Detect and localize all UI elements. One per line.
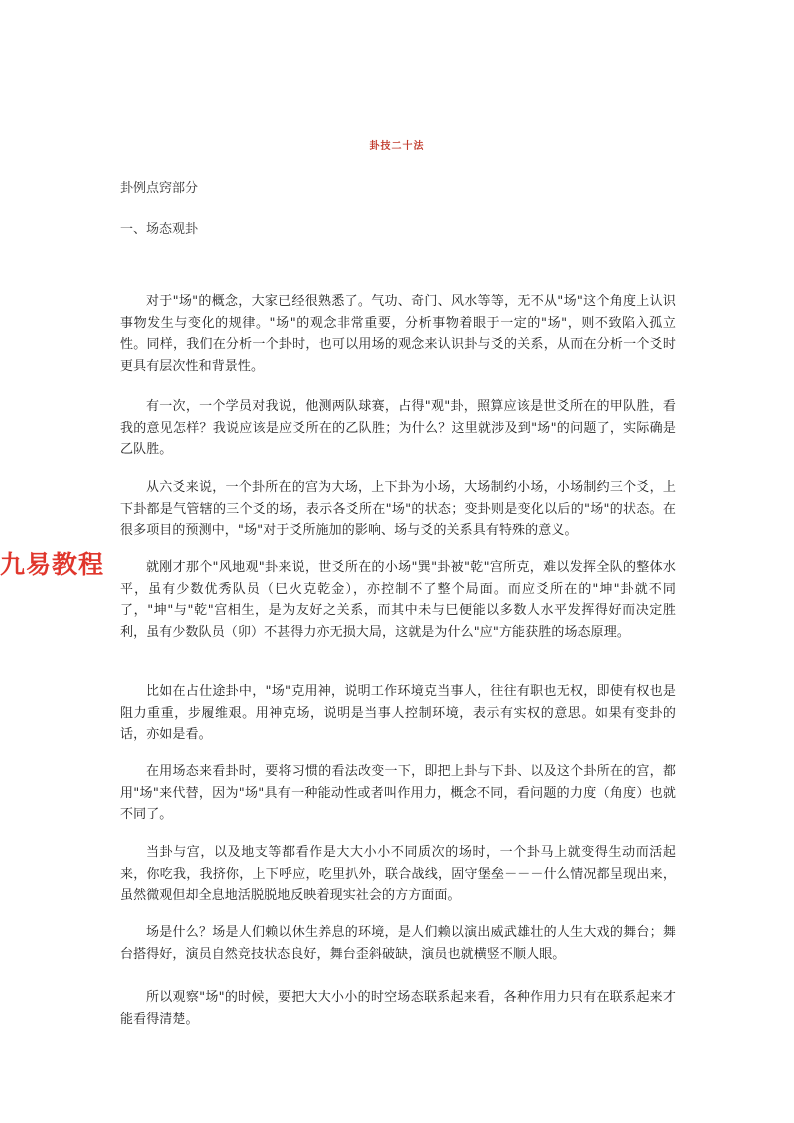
section-heading: 卦例点窍部分 [120,181,199,196]
paragraph-2: 有一次，一个学员对我说，他测两队球赛，占得"观"卦，照算应该是世爻所在的甲队胜，看我的意见怎样？我说应该是应爻所在的乙队胜；为什么？这里就涉及到"场"的问题了，实际确是乙队胜。 [120,399,676,458]
watermark-logo: 九易教程 [0,550,105,579]
paragraph-5: 比如在占仕途卦中，"场"克用神，说明工作环境克当事人，往往有职也无权，即使有权也是阻力重重，步履维艰。用神克场，说明是当事人控制环境，表示有实权的意思。如果有变卦的话，亦如是看。 [120,684,676,743]
paragraph-1: 对于"场"的概念，大家已经很熟悉了。气功、奇门、风水等等，无不从"场"这个角度上认识事物发生与变化的规律。"场"的观念非常重要，分析事物着眼于一定的"场"，则不致陷入孤立性。同样，我们在分析一个卦时，也可以用场的观念来认识卦与爻的关系，从而在分析一个爻时更具有层次性和背景性。 [120,294,676,375]
paragraph-7: 当卦与宫，以及地支等都看作是大大小小不同质次的场时，一个卦马上就变得生动而活起来，你吃我，我挤你，上下呼应，吃里扒外，联合战线，固守堡垒－－－什么情况都呈现出来，虽然微观但却全息地活脱脱地反映着现实社会的方方面面。 [120,845,676,904]
chapter-heading: 一、场态观卦 [120,222,199,237]
paragraph-4: 就刚才那个"风地观"卦来说，世爻所在的小场"巽"卦被"乾"宫所克，难以发挥全队的整体水平，虽有少数优秀队员（巳火克乾金），亦控制不了整个局面。而应爻所在的"坤"卦就不同了，"坤"与"乾"宫相生，是为友好之关系，而其中未与巳便能以多数人水平发挥得好而决定胜利，虽有少数队员（卯）不甚得力亦无损大局，这就是为什么"应"方能获胜的场态原理。 [120,560,676,641]
paragraph-6: 在用场态来看卦时，要将习惯的看法改变一下，即把上卦与下卦、以及这个卦所在的宫，都用"场"来代替，因为"场"具有一种能动性或者叫作用力，概念不同，看问题的力度（角度）也就不同了。 [120,764,676,823]
paragraph-3: 从六爻来说，一个卦所在的宫为大场，上下卦为小场，大场制约小场，小场制约三个爻，上下卦都是气管辖的三个爻的场，表示各爻所在"场"的状态；变卦则是变化以后的"场"的状态。在很多项目的预测中，"场"对于爻所施加的影响、场与爻的关系具有特殊的意义。 [120,480,676,539]
document-title: 卦技二十法 [369,141,425,152]
paragraph-8: 场是什么？场是人们赖以休生养息的环境，是人们赖以演出威武雄壮的人生大戏的舞台；舞台搭得好，演员自然竞技状态良好，舞台歪斜破缺，演员也就横竖不顺人眼。 [120,925,676,962]
paragraph-9: 所以观察"场"的时候，要把大大小小的时空场态联系起来看，各种作用力只有在联系起来才能看得清楚。 [120,990,676,1027]
